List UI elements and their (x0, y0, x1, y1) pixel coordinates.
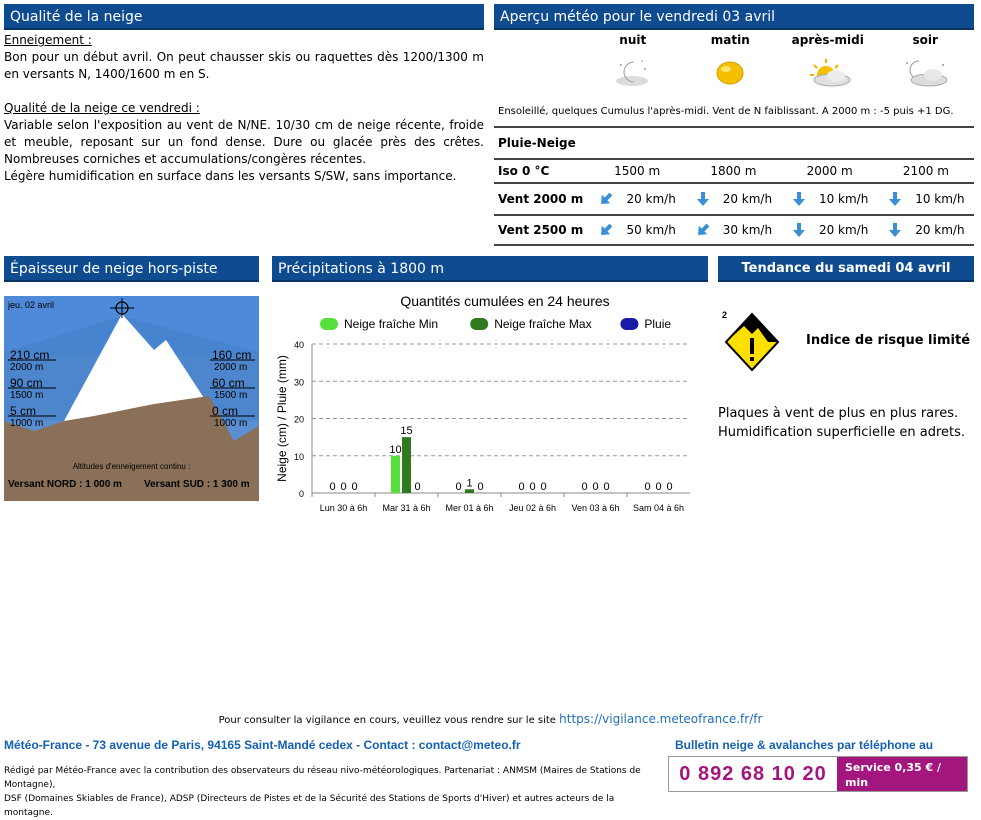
wind-cell (878, 222, 974, 238)
vigilance-line (0, 712, 981, 726)
risk-level: 2 (722, 310, 728, 320)
iso-value: 1500 m (614, 164, 661, 178)
wind-speed: 20 km/h (915, 223, 965, 237)
legend-swatch (470, 318, 488, 330)
depth-header: Épaisseur de neige hors-piste (4, 256, 259, 282)
phone-price (837, 757, 967, 804)
data-label: 0 (455, 481, 462, 493)
bar (391, 456, 400, 493)
x-tick-label: Ven 03 à 6h (571, 503, 620, 513)
north-continuous: Versant NORD : 1 000 m (8, 479, 122, 490)
x-tick-label: Lun 30 à 6h (319, 503, 368, 513)
credit-line-1: Rédigé par Météo-France avec la contribution des observateurs du réseau nivo-météorologiques. Partenariat : ANMSM (Maires de Stations de Montagne), (4, 766, 641, 790)
data-label: 0 (592, 481, 599, 493)
data-label: 0 (655, 481, 662, 493)
vigilance-text: Pour consulter la vigilance en cours, veuillez vous rendre sur le site (218, 715, 556, 726)
wind-2500-label: Vent 2500 m (498, 223, 584, 237)
risk-label: Indice de risque limité (806, 332, 971, 348)
data-label: 0 (351, 481, 358, 493)
data-label: 0 (340, 481, 347, 493)
snow-quality-header: Qualité de la neige (4, 4, 484, 30)
period-night: nuit (619, 33, 647, 47)
price-line-1: Service 0,35 € / min (845, 761, 942, 789)
wind-speed: 10 km/h (818, 192, 869, 206)
moon-cloud-icon (584, 57, 682, 89)
wind-arrow-icon (598, 222, 614, 238)
wind-cell (589, 191, 685, 207)
legend-label: Neige fraîche Min (344, 317, 439, 331)
data-label: 0 (329, 481, 336, 493)
south-depth: 0 cm (212, 404, 239, 418)
sun-cloud-icon (779, 57, 877, 89)
wind-2000-label: Vent 2000 m (498, 192, 584, 206)
data-label: 0 (581, 481, 588, 493)
data-label: 10 (389, 443, 402, 456)
north-alt: 1500 m (10, 390, 44, 401)
wind-arrow-icon (695, 191, 711, 207)
data-label: 0 (477, 481, 484, 493)
tendency-panel (718, 310, 978, 442)
wind-cell (685, 191, 781, 207)
precip-header: Précipitations à 1800 m (272, 256, 708, 282)
south-alt: 2000 m (214, 362, 248, 373)
snow-depth-picture (4, 296, 259, 501)
data-label: 0 (529, 481, 536, 493)
legend-swatch (620, 318, 638, 330)
quality-text-1: Variable selon l'exposition au vent de N/NE. 10/30 cm de neige récente, froide et meuble, reposant sur un fond dense. Dure ou glacée près des crêtes. Nombreuses corniches et accumulations/congères récentes. (4, 118, 484, 166)
wind-arrow-icon (695, 222, 711, 238)
tendency-header: Tendance du samedi 04 avril (718, 256, 974, 282)
forecast-table (494, 32, 974, 246)
data-label: 0 (414, 481, 421, 493)
wind-arrow-icon (791, 191, 807, 207)
legend-label: Pluie (644, 317, 672, 331)
enneigement-text: Bon pour un début avril. On peut chausser skis ou raquettes dès 1200/1300 m en versants N, 1400/1600 m en S. (4, 50, 484, 81)
north-alt: 1000 m (10, 418, 44, 429)
wind-arrow-icon (598, 191, 614, 207)
north-depth: 210 cm (10, 348, 50, 362)
wind-speed: 20 km/h (818, 223, 869, 237)
precip-label: Pluie-Neige (498, 136, 576, 150)
price-line-2: + prix appel (845, 791, 921, 804)
sun-icon (682, 57, 780, 89)
phone-title: Bulletin neige & avalanches par téléphone au (675, 738, 934, 752)
forecast-header: Aperçu météo pour le vendredi 03 avril (494, 4, 974, 30)
wind-cell (782, 191, 878, 207)
south-alt: 1500 m (214, 390, 248, 401)
data-label: 0 (666, 481, 673, 493)
south-depth: 60 cm (212, 376, 245, 390)
wind-cell (878, 191, 974, 207)
north-depth: 90 cm (10, 376, 43, 390)
wind-speed: 20 km/h (626, 192, 676, 206)
wind-speed: 10 km/h (915, 192, 965, 206)
phone-number: 0 892 68 10 20 (669, 757, 837, 791)
data-label: 0 (603, 481, 610, 493)
wind-speed: 20 km/h (722, 192, 773, 206)
iso-label: Iso 0 °C (498, 164, 550, 178)
south-depth: 160 cm (212, 348, 252, 362)
avalanche-risk-icon (718, 310, 778, 370)
moon-cumulus-icon (877, 57, 975, 89)
period-evening: soir (912, 33, 938, 47)
wind-cell (685, 222, 781, 238)
wind-cell (782, 222, 878, 238)
forecast-description: Ensoleillé, quelques Cumulus l'après-midi. Vent de N faiblissant. A 2000 m : -5 puis +1 DG. (498, 106, 954, 117)
quality-text-2: Légère humidification en surface dans les versants S/SW, sans importance. (4, 169, 457, 183)
iso-value: 1800 m (710, 164, 757, 178)
x-tick-label: Mar 31 à 6h (382, 503, 431, 513)
wind-cell (589, 222, 685, 238)
data-label: 0 (644, 481, 651, 493)
y-tick-label: 0 (298, 489, 304, 499)
depth-date: jeu. 02 avril (8, 300, 55, 310)
credit-line-2: DSF (Domaines Skiables de France), ADSP (Directeurs de Pistes et de la Sécurité des Stations de Sports d'Hiver) et autres acteurs de la montagne. (4, 794, 615, 818)
wind-arrow-icon (887, 222, 903, 238)
snow-quality-text (4, 32, 484, 185)
y-tick-label: 10 (293, 451, 304, 462)
y-tick-label: 20 (293, 414, 304, 425)
bar (402, 437, 411, 493)
tendency-text-2: Humidification superficielle en adrets. (718, 425, 966, 440)
south-continuous: Versant SUD : 1 300 m (144, 479, 250, 490)
vigilance-link[interactable]: https://vigilance.meteofrance.fr/fr (559, 712, 763, 726)
data-label: 0 (518, 481, 525, 493)
data-label: 0 (540, 481, 547, 493)
x-tick-label: Sam 04 à 6h (632, 503, 685, 513)
chart-title: Quantités cumulées en 24 heures (400, 293, 610, 309)
iso-value: 2000 m (806, 164, 853, 178)
wind-speed: 50 km/h (626, 223, 676, 237)
data-label: 1 (466, 477, 473, 490)
south-alt: 1000 m (214, 418, 248, 429)
wind-arrow-icon (791, 222, 807, 238)
legend-swatch (320, 318, 338, 330)
data-label: 15 (400, 425, 413, 438)
north-depth: 5 cm (10, 404, 37, 418)
wind-arrow-icon (887, 191, 903, 207)
iso-value: 2100 m (902, 164, 949, 178)
bar (465, 489, 474, 493)
tendency-text-1: Plaques à vent de plus en plus rares. (718, 406, 959, 421)
x-tick-label: Jeu 02 à 6h (508, 503, 557, 513)
legend-label: Neige fraîche Max (494, 317, 592, 331)
north-alt: 2000 m (10, 362, 44, 373)
credit-text (4, 764, 654, 820)
x-tick-label: Mer 01 à 6h (445, 503, 494, 513)
quality-title: Qualité de la neige ce vendredi : (4, 101, 200, 115)
y-tick-label: 30 (293, 377, 304, 388)
enneigement-title: Enneigement : (4, 33, 92, 47)
continuous-label: Altitudes d'enneigement continu : (72, 462, 191, 471)
y-tick-label: 40 (293, 340, 304, 350)
wind-speed: 30 km/h (722, 223, 773, 237)
precip-chart (272, 290, 708, 520)
y-axis-label: Neige (cm) / Pluie (mm) (275, 355, 289, 482)
period-morning: matin (710, 33, 750, 47)
period-afternoon: après-midi (791, 33, 864, 47)
phone-banner (668, 756, 968, 804)
address: Météo-France - 73 avenue de Paris, 94165 Saint-Mandé cedex - Contact : contact@meteo.fr (4, 738, 521, 752)
